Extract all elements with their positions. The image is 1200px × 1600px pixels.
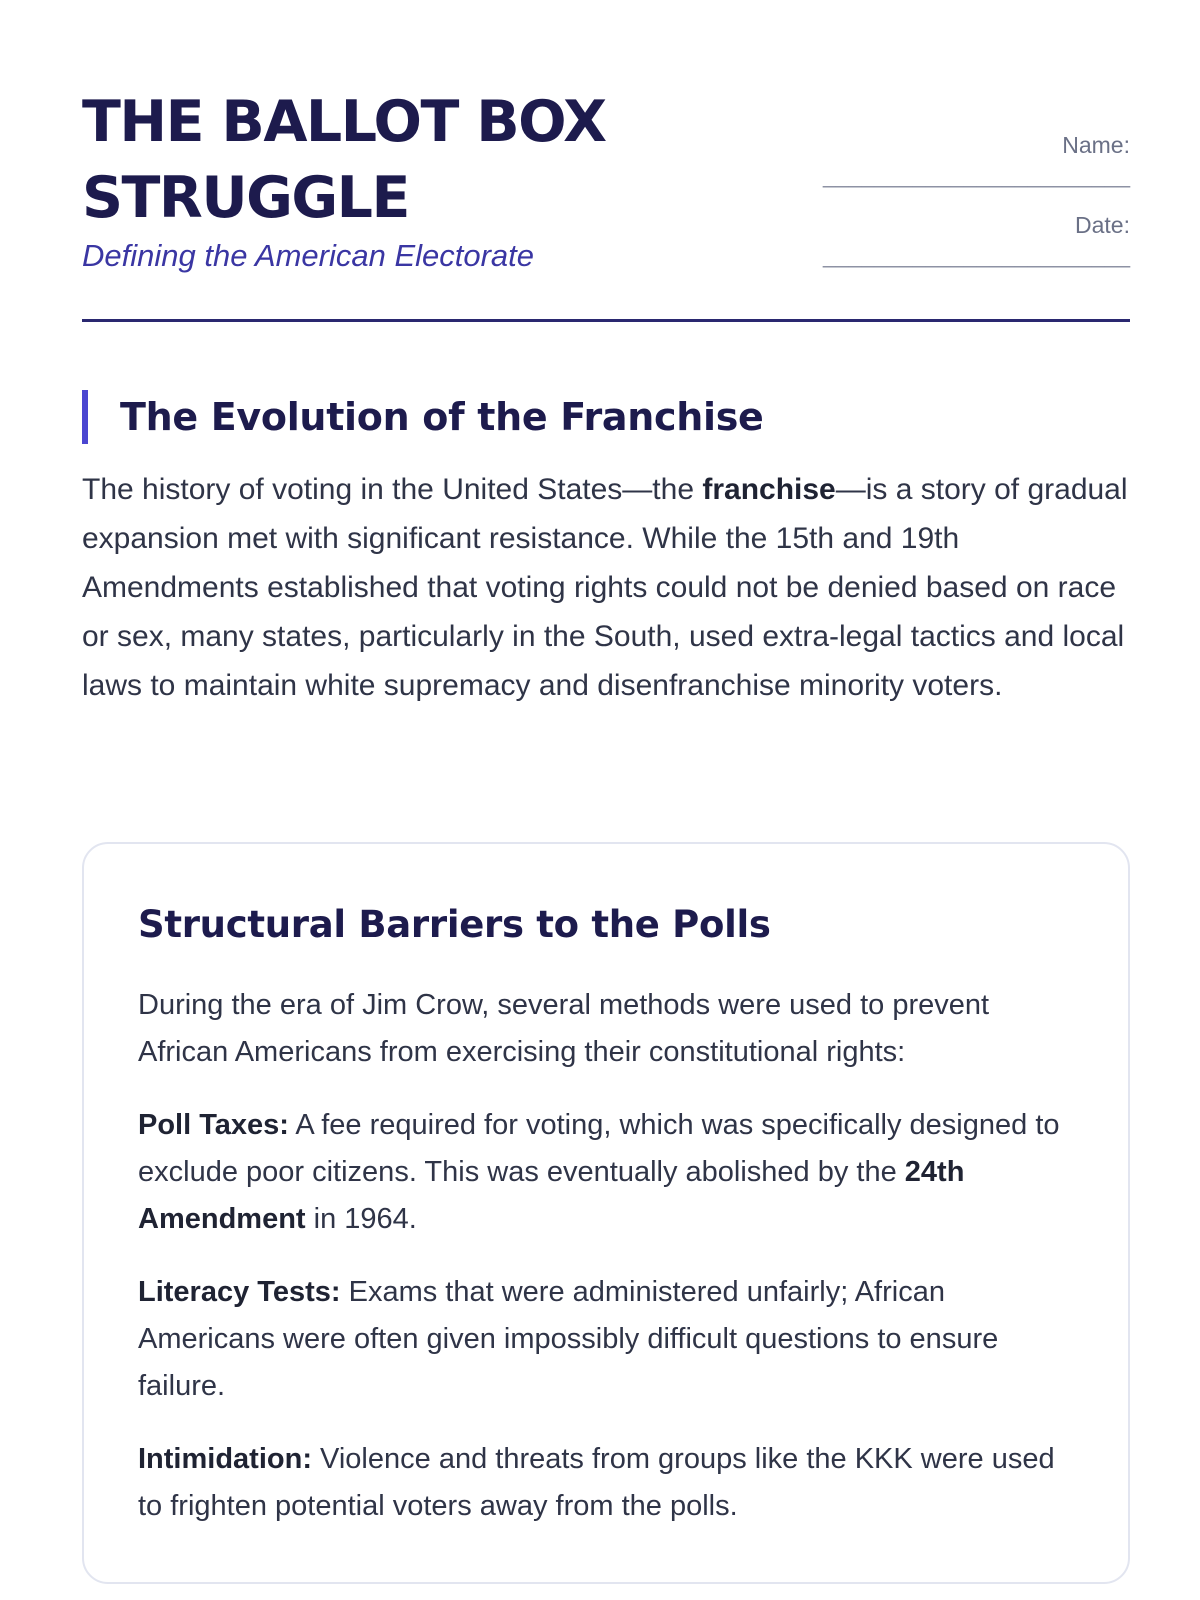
name-label: Name:: [1062, 132, 1130, 158]
worksheet-header: [82, 0, 1130, 322]
franchise-text-before: The history of voting in the United States—the: [82, 473, 703, 506]
literacy-tests-term: Literacy Tests:: [138, 1276, 341, 1308]
literacy-tests-item: [138, 1269, 1076, 1410]
student-info: [823, 130, 1130, 290]
poll-taxes-text-after: in 1964.: [305, 1203, 417, 1235]
poll-taxes-text-before: A fee required for voting, which was specifically designed to exclude poor citizens. This was eventually abolished by the: [138, 1109, 1060, 1188]
barriers-card: [82, 842, 1130, 1584]
poll-taxes-item: [138, 1102, 1076, 1243]
barriers-title: Structural Barriers to the Polls: [138, 903, 771, 946]
name-field[interactable]: ________________________: [823, 162, 1130, 188]
section-title-franchise: The Evolution of the Franchise: [82, 390, 764, 444]
franchise-term: franchise: [702, 473, 836, 506]
literacy-tests-text: Exams that were administered unfairly; African Americans were often given impossibly difficult questions to ensure failure.: [138, 1276, 999, 1402]
intimidation-item: [138, 1436, 1076, 1530]
title-line-2: STRUGGLE: [82, 165, 409, 231]
barriers-intro: During the era of Jim Crow, several methods were used to prevent African Americans from exercising their constitutional rights:: [138, 989, 990, 1068]
intimidation-text: Violence and threats from groups like the KKK were used to frighten potential voters away from the polls.: [138, 1443, 1055, 1522]
poll-taxes-term: Poll Taxes:: [138, 1109, 289, 1141]
franchise-paragraph: [82, 465, 1130, 710]
intimidation-term: Intimidation:: [138, 1443, 312, 1475]
worksheet-page: [82, 0, 1130, 1522]
poll-taxes-amendment: 24th Amendment: [138, 1156, 965, 1235]
date-label: Date:: [1075, 212, 1130, 238]
franchise-text-after: —is a story of gradual expansion met with significant resistance. While the 15th and 19th Amendments established that voting rights could not be denied based on race or sex, many states, particularly in the South, used extra-legal tactics and local laws to maintain white supremacy and disenfranchise minority voters.: [82, 473, 1128, 702]
date-field[interactable]: ________________________: [823, 242, 1130, 268]
page-subtitle: Defining the American Electorate: [82, 238, 535, 273]
page-title: [82, 84, 722, 236]
title-line-1: THE BALLOT BOX: [82, 89, 606, 155]
